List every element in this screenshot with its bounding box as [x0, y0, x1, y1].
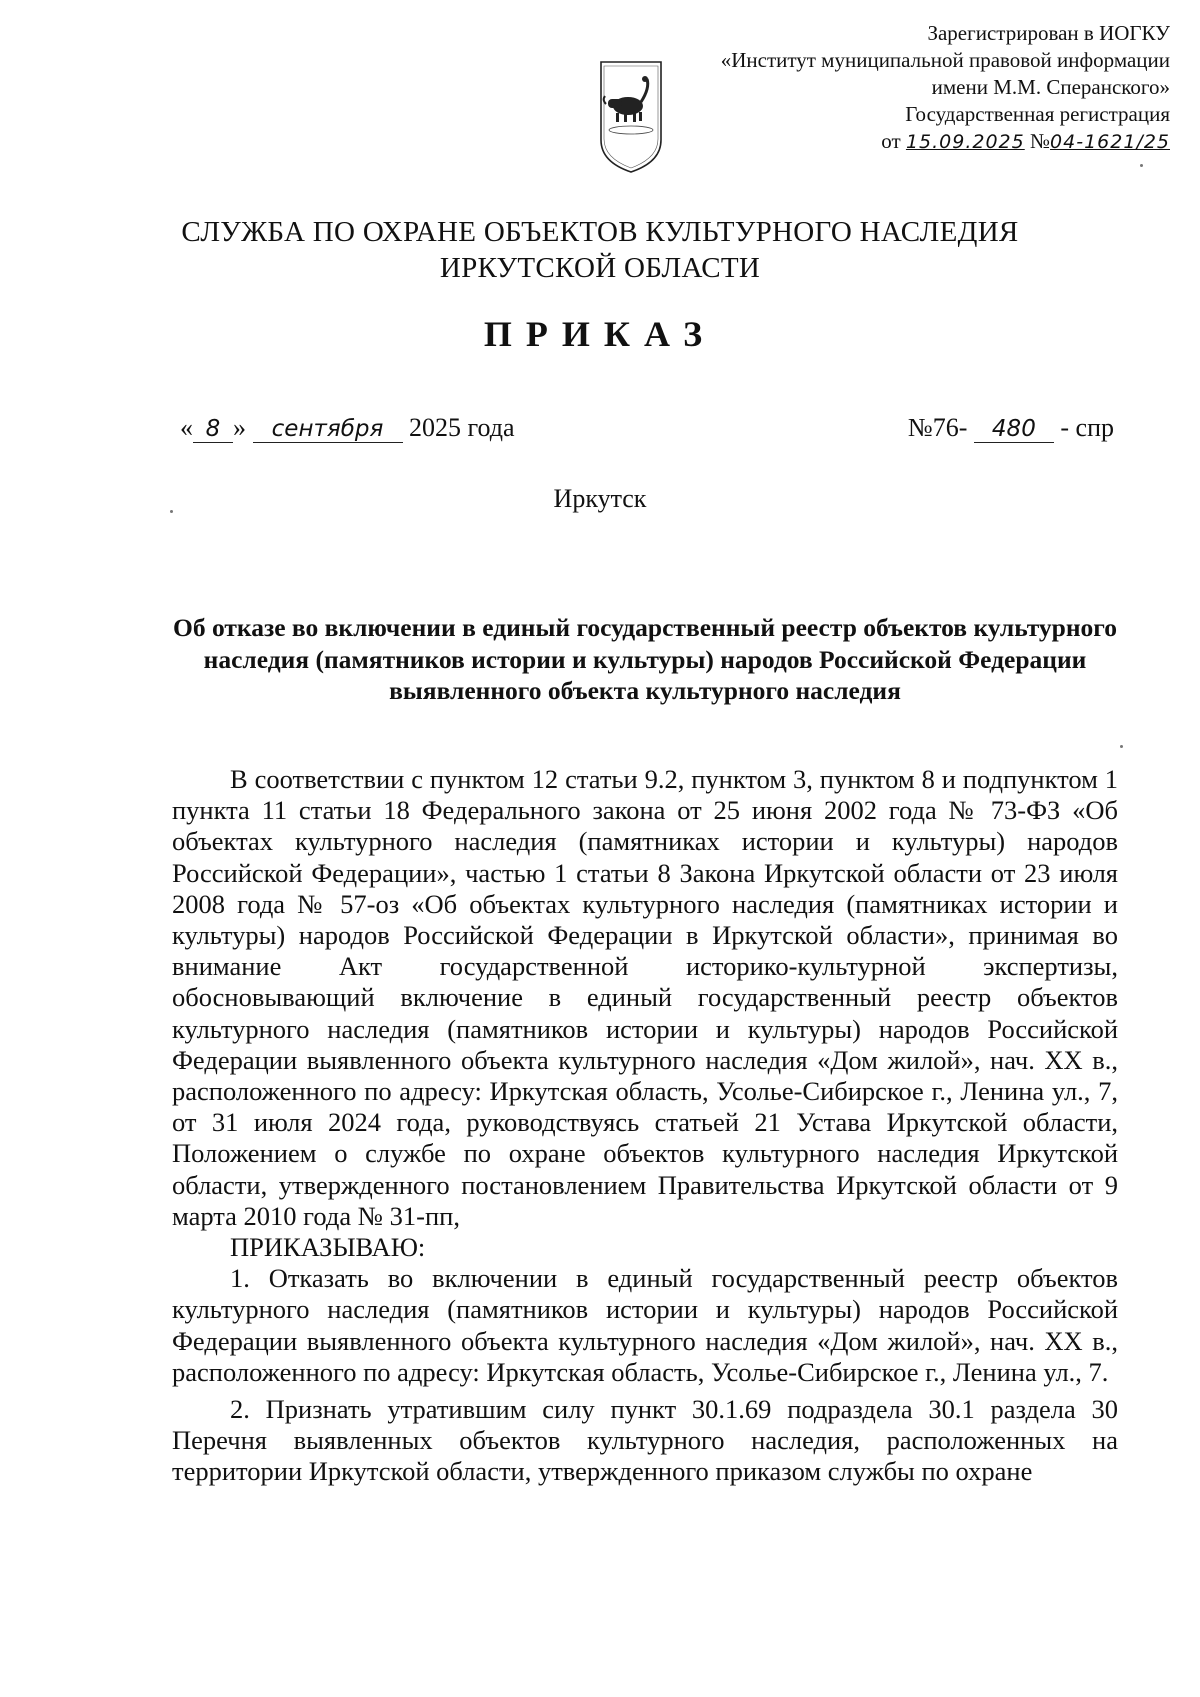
date-month: сентября — [253, 416, 403, 443]
date-open-quote: « — [180, 413, 193, 442]
order-word: ПРИКАЗЫВАЮ: — [230, 1232, 426, 1263]
registration-date-line — [721, 128, 1170, 156]
registration-stamp — [721, 20, 1170, 156]
date-day: 8 — [193, 416, 233, 443]
registration-date: 15.09.2025 — [905, 131, 1025, 153]
number-prefix: №76- — [907, 413, 968, 442]
registration-line-1: Зарегистрирован в ИОГКУ — [927, 21, 1170, 45]
order-item-1: 1. Отказать во включении в единый государственный реестр объектов культурного наследия (памятников истории и культуры) народов Российской Федерации выявленного объекта культурного наследия «Дом жилой», нач. XX в., расположенного по адресу: Иркутская область, Усолье-Сибирское г., Ленина ул., 7. — [172, 1263, 1118, 1387]
registration-line-4: Государственная регистрация — [905, 102, 1170, 126]
document-body — [172, 764, 1118, 1488]
agency-line-1: СЛУЖБА ПО ОХРАНЕ ОБЪЕКТОВ КУЛЬТУРНОГО НАСЛЕДИЯ — [181, 216, 1019, 248]
document-subject: Об отказе во включении в единый государственный реестр объектов культурного наследия (памятников истории и культуры) народов Российской Федерации выявленного объекта культурного наследия — [173, 613, 1117, 705]
scan-speck — [1140, 164, 1143, 167]
registration-from: от — [881, 129, 901, 153]
registration-num-sign: № — [1029, 129, 1051, 153]
irkutsk-coat-of-arms-icon — [598, 58, 664, 176]
agency-line-2: ИРКУТСКОЙ ОБЛАСТИ — [439, 252, 761, 284]
document-city: Иркутск — [553, 484, 647, 513]
document-number — [908, 413, 1114, 443]
number-value: 480 — [974, 416, 1054, 443]
agency-header — [0, 214, 1200, 286]
date-year: 2025 года — [409, 413, 515, 442]
scan-speck — [170, 510, 173, 513]
registration-number: 04-1621/25 — [1050, 131, 1170, 153]
date-close-quote: » — [233, 413, 246, 442]
document-date — [180, 413, 515, 443]
registration-line-3: имени М.М. Сперанского» — [931, 75, 1170, 99]
number-suffix: - спр — [1060, 413, 1114, 442]
scan-speck — [1120, 745, 1123, 748]
order-item-2: 2. Признать утратившим силу пункт 30.1.69 подраздела 30.1 раздела 30 Перечня выявленных объектов культурного наследия, расположенных на территории Иркутской области, утвержденного приказом службы по охране — [172, 1394, 1118, 1487]
registration-line-2: «Институт муниципальной правовой информации — [720, 48, 1170, 72]
preamble-paragraph: В соответствии с пунктом 12 статьи 9.2, пунктом 3, пунктом 8 и подпунктом 1 пункта 11 статьи 18 Федерального закона от 25 июня 2002 года № 73-ФЗ «Об объектах культурного наследия (памятниках истории и культуры) народов Российской Федерации», частью 1 статьи 8 Закона Иркутской области от 23 июля 2008 года № 57-оз «Об объектах культурного наследия (памятниках истории и культуры) народов Российской Федерации в Иркутской области», принимая во внимание Акт государственной историко-культурной экспертизы, обосновывающий включение в единый государственный реестр объектов культурного наследия (памятников истории и культуры) народов Российской Федерации выявленного объекта культурного наследия «Дом жилой», нач. XX в., расположенного по адресу: Иркутская область, Усолье-Сибирское г., Ленина ул., 7, от 31 июля 2024 года, руководствуясь статьей 21 Устава Иркутской области, Положением о службе по охране объектов культурного наследия Иркутской области, утвержденного постановлением Правительства Иркутской области от 9 марта 2010 года № 31-пп, — [172, 764, 1118, 1231]
document-type-title: ПРИКАЗ — [483, 314, 717, 354]
